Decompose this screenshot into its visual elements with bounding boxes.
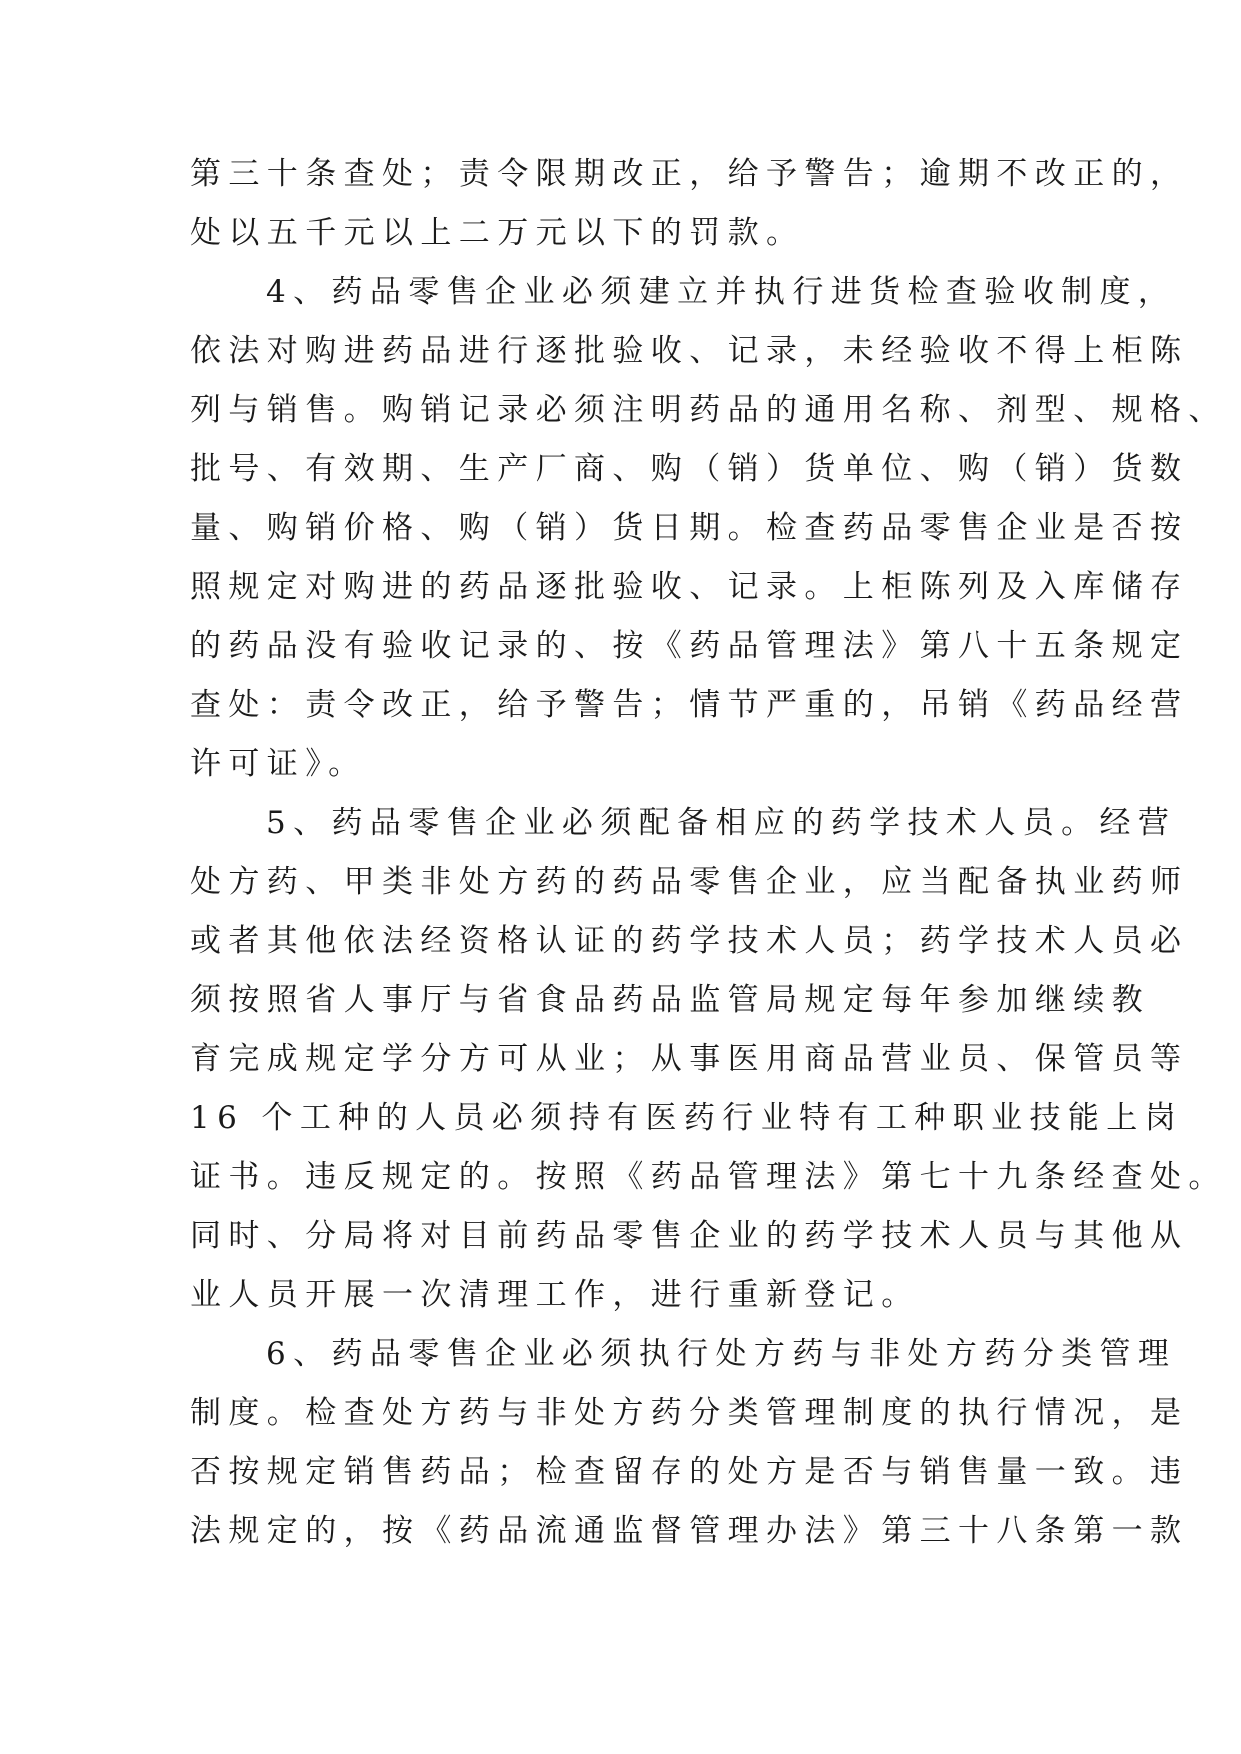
text-line: 量、购销价格、购（销）货日期。检查药品零售企业是否按	[190, 510, 1189, 546]
text-line: 许可证》。	[190, 746, 367, 782]
text-line: 的药品没有验收记录的、按《药品管理法》第八十五条规定	[190, 628, 1189, 664]
paragraph-item-5	[190, 794, 1227, 1325]
text-line: 照规定对购进的药品逐批验收、记录。上柜陈列及入库储存	[190, 569, 1189, 605]
text-line: 业人员开展一次清理工作，进行重新登记。	[190, 1277, 920, 1313]
paragraph-item-6	[190, 1325, 1189, 1561]
text-line: 列与销售。购销记录必须注明药品的通用名称、剂型、规格、	[190, 392, 1227, 428]
text-line: 16 个工种的人员必须持有医药行业特有工种职业技能上岗	[190, 1100, 1184, 1136]
text-line: 同时、分局将对目前药品零售企业的药学技术人员与其他从	[190, 1218, 1189, 1254]
text-line: 否按规定销售药品；检查留存的处方是否与销售量一致。违	[190, 1454, 1189, 1490]
document-body	[190, 145, 1227, 1561]
text-line: 第三十条查处；责令限期改正，给予警告；逾期不改正的，	[190, 156, 1189, 192]
text-line: 法规定的，按《药品流通监督管理办法》第三十八条第一款	[190, 1513, 1189, 1549]
text-line: 处以五千元以上二万元以下的罚款。	[190, 215, 805, 251]
text-line: 查处：责令改正，给予警告；情节严重的，吊销《药品经营	[190, 687, 1189, 723]
text-line: 须按照省人事厅与省食品药品监管局规定每年参加继续教	[190, 982, 1150, 1018]
text-line: 4、药品零售企业必须建立并执行进货检查验收制度，	[266, 274, 1177, 310]
text-line: 制度。检查处方药与非处方药分类管理制度的执行情况，是	[190, 1395, 1189, 1431]
text-line: 6、药品零售企业必须执行处方药与非处方药分类管理	[266, 1336, 1177, 1372]
text-line: 批号、有效期、生产厂商、购（销）货单位、购（销）货数	[190, 451, 1189, 487]
text-line: 或者其他依法经资格认证的药学技术人员；药学技术人员必	[190, 923, 1189, 959]
text-line: 育完成规定学分方可从业；从事医用商品营业员、保管员等	[190, 1041, 1189, 1077]
text-line: 处方药、甲类非处方药的药品零售企业，应当配备执业药师	[190, 864, 1189, 900]
paragraph-continuation	[190, 145, 1189, 263]
text-line: 5、药品零售企业必须配备相应的药学技术人员。经营	[266, 805, 1177, 841]
text-line: 依法对购进药品进行逐批验收、记录，未经验收不得上柜陈	[190, 333, 1189, 369]
paragraph-item-4	[190, 263, 1227, 794]
text-line: 证书。违反规定的。按照《药品管理法》第七十九条经查处。	[190, 1159, 1227, 1195]
